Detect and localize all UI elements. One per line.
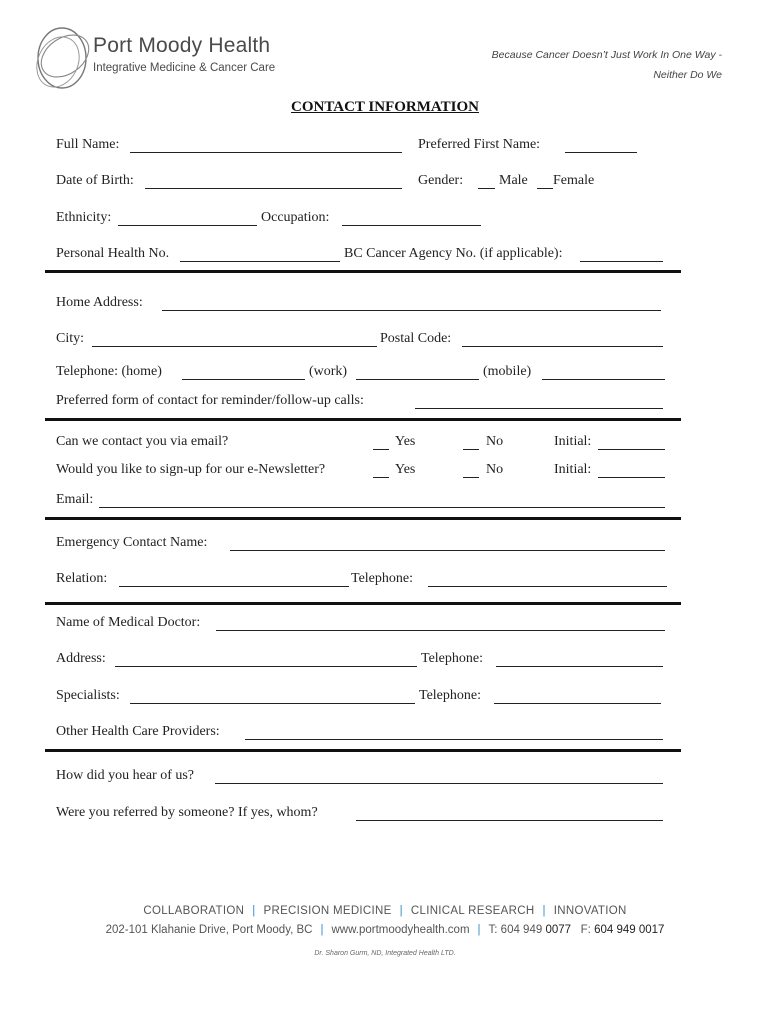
relation-field[interactable] [119,586,349,587]
emergency-telephone-field[interactable] [428,586,667,587]
contact-email-no-label: No [486,434,504,449]
other-providers-field[interactable] [245,739,663,740]
tel-mobile-field[interactable] [542,379,665,380]
tagline-line2: Neither Do We [653,69,722,81]
footer-phone-prefix: T: 604 949 [488,924,543,936]
occupation-field[interactable] [342,225,481,226]
pillar-clinical-research: CLINICAL RESEARCH [410,905,535,917]
separator: | [477,924,481,936]
preferred-contact-label: Preferred form of contact for reminder/follow-up calls: [56,393,364,408]
tagline-line1: Because Cancer Doesn’t Just Work In One Way - [491,49,722,61]
footer-fax-prefix: F: [580,924,591,936]
section-divider [45,418,681,421]
brand-name: Port Moody Health [93,34,271,57]
hear-of-us-field[interactable] [215,783,663,784]
contact-email-initial-field[interactable] [598,449,665,450]
hear-of-us-label: How did you hear of us? [56,768,195,783]
contact-email-question: Can we contact you via email? [56,434,229,449]
doctor-telephone-label: Telephone: [421,651,483,666]
emergency-name-field[interactable] [230,550,665,551]
bc-cancer-field[interactable] [580,261,663,262]
contact-email-yes-label: Yes [395,434,416,449]
footer-phone-suffix: 0077 [545,924,572,936]
gender-male-label: Male [499,173,528,188]
separator: | [320,924,324,936]
section-divider [45,602,681,605]
city-field[interactable] [92,346,377,347]
emergency-name-label: Emergency Contact Name: [56,535,208,550]
gender-label: Gender: [418,173,464,188]
full-name-field[interactable] [130,152,402,153]
gender-female-field[interactable] [537,188,553,189]
newsletter-initial-field[interactable] [598,477,665,478]
section-divider [45,749,681,752]
tel-home-field[interactable] [182,379,305,380]
home-address-field[interactable] [162,310,661,311]
preferred-first-name-label: Preferred First Name: [418,137,541,152]
gender-female-label: Female [553,173,595,188]
separator: | [399,905,403,917]
newsletter-yes-field[interactable] [373,477,389,478]
ethnicity-label: Ethnicity: [56,210,112,225]
separator: | [542,905,546,917]
newsletter-no-label: No [486,462,504,477]
newsletter-yes-label: Yes [395,462,416,477]
email-label: Email: [56,492,94,507]
footer-address: 202-101 Klahanie Drive, Port Moody, BC [105,924,313,936]
newsletter-no-field[interactable] [463,477,479,478]
ethnicity-field[interactable] [118,225,257,226]
footer-website[interactable]: www.portmoodyhealth.com [331,924,470,936]
health-no-label: Personal Health No. [56,246,170,261]
tel-work-label: (work) [309,364,348,379]
contact-email-yes-field[interactable] [373,449,389,450]
specialists-telephone-label: Telephone: [419,688,481,703]
city-label: City: [56,331,85,346]
doctor-telephone-field[interactable] [496,666,663,667]
specialists-field[interactable] [130,703,415,704]
pillar-innovation: INNOVATION [553,905,627,917]
relation-label: Relation: [56,571,108,586]
dob-field[interactable] [145,188,402,189]
footer-fax: 604 949 0017 [594,924,665,936]
doctor-address-label: Address: [56,651,106,666]
form-title: CONTACT INFORMATION [291,99,479,115]
contact-email-initial-label: Initial: [554,434,592,449]
pillar-precision-medicine: PRECISION MEDICINE [263,905,392,917]
brand-subtitle: Integrative Medicine & Cancer Care [93,62,276,74]
home-address-label: Home Address: [56,295,143,310]
contact-email-no-field[interactable] [463,449,479,450]
logo-icon [32,22,92,92]
postal-code-field[interactable] [462,346,663,347]
health-no-field[interactable] [180,261,340,262]
pillar-collaboration: COLLABORATION [143,905,245,917]
section-divider [45,517,681,520]
doctor-address-field[interactable] [115,666,417,667]
medical-doctor-field[interactable] [216,630,665,631]
newsletter-initial-label: Initial: [554,462,592,477]
separator: | [252,905,256,917]
section-divider [45,270,681,273]
specialists-telephone-field[interactable] [494,703,661,704]
other-providers-label: Other Health Care Providers: [56,724,220,739]
tel-work-field[interactable] [356,379,479,380]
referred-field[interactable] [356,820,663,821]
bc-cancer-label: BC Cancer Agency No. (if applicable): [344,246,563,261]
email-field[interactable] [99,507,665,508]
newsletter-question: Would you like to sign-up for our e-Newsletter? [56,462,326,477]
emergency-telephone-label: Telephone: [351,571,413,586]
tel-home-label: Telephone: (home) [56,364,162,379]
gender-male-field[interactable] [478,188,495,189]
preferred-first-name-field[interactable] [565,152,637,153]
preferred-contact-field[interactable] [415,408,663,409]
footer-contact [0,924,770,936]
postal-code-label: Postal Code: [380,331,452,346]
tel-mobile-label: (mobile) [483,364,532,379]
footer-pillars [0,905,770,917]
occupation-label: Occupation: [261,210,330,225]
referred-label: Were you referred by someone? If yes, whom? [56,805,318,820]
dob-label: Date of Birth: [56,173,134,188]
specialists-label: Specialists: [56,688,120,703]
medical-doctor-label: Name of Medical Doctor: [56,615,201,630]
full-name-label: Full Name: [56,137,120,152]
footer-credit: Dr. Sharon Gurm, ND, Integrated Health LTD. [314,950,456,957]
